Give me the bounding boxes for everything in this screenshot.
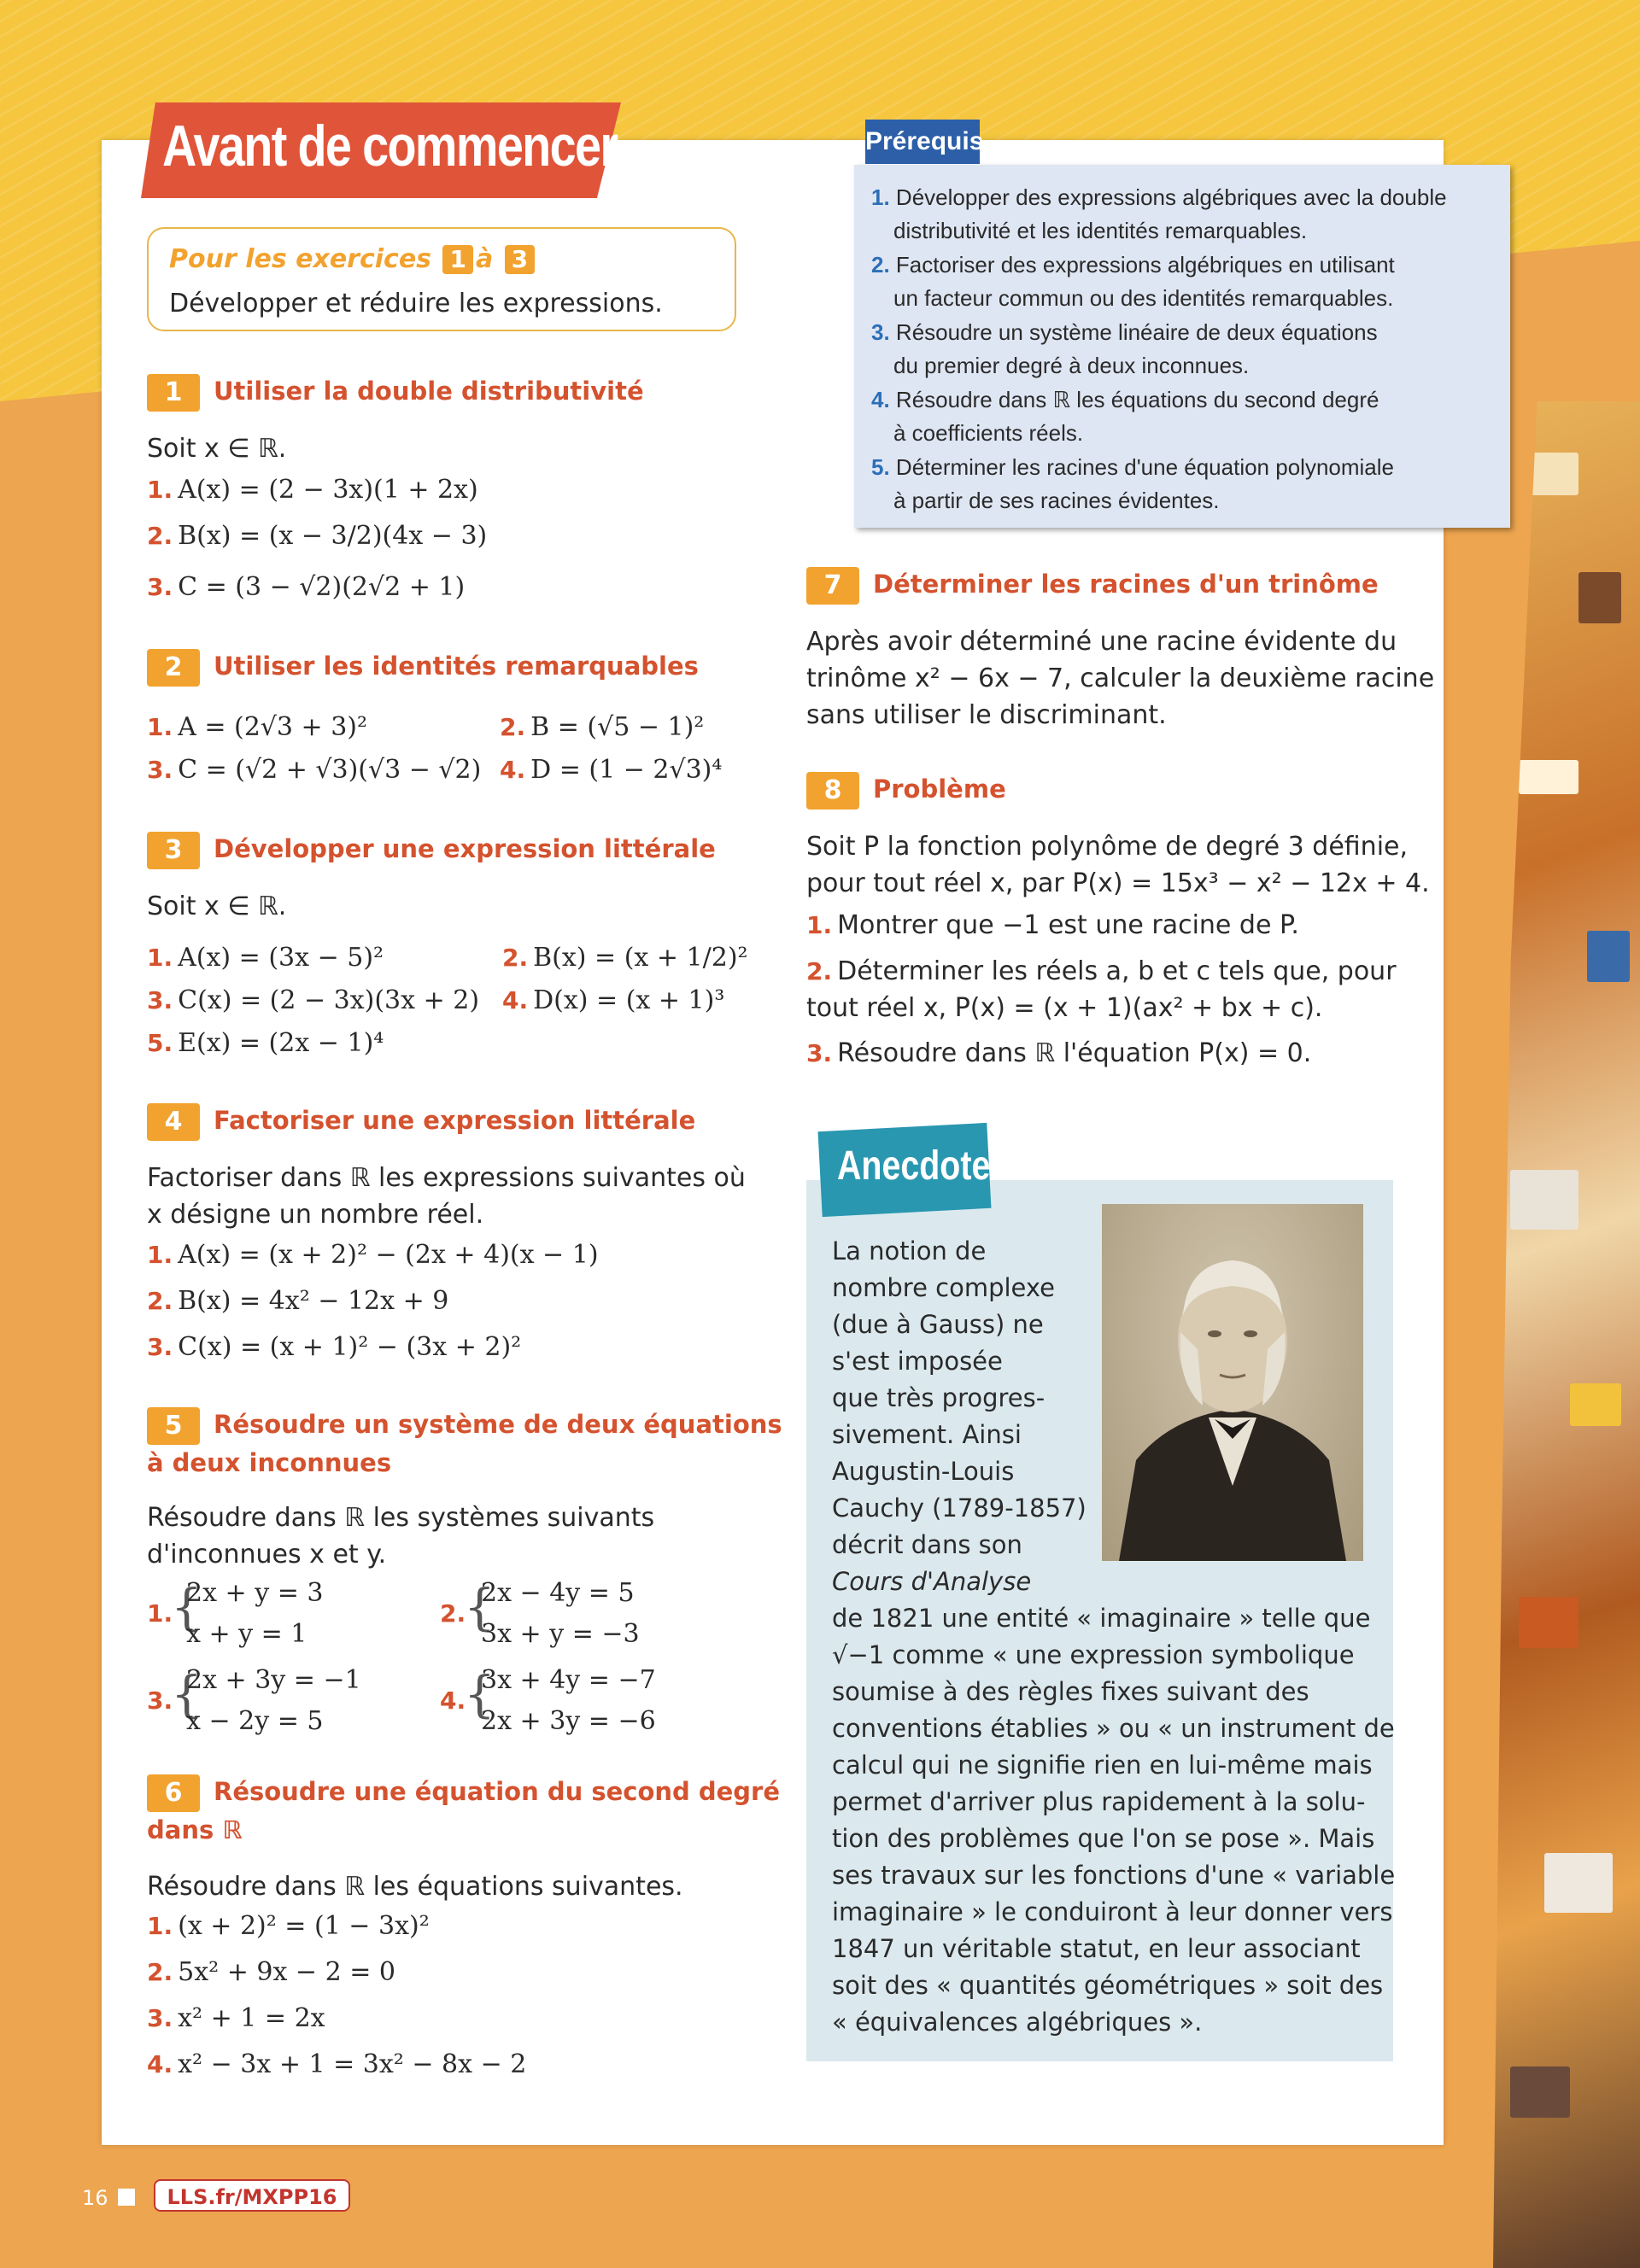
exercise-3-lead: Soit x ∈ ℝ. [147, 891, 287, 921]
exercise-8-text: Soit P la fonction polynôme de degré 3 définie, [806, 832, 1409, 862]
exercise-1-item: 3. C = (3 − √2)(2√2 + 1) [147, 572, 466, 602]
system-brace: { [464, 1665, 495, 1723]
anecdote-line: que très progres- [832, 1383, 1046, 1412]
anecdote-line: nombre complexe [832, 1273, 1055, 1302]
exercise-2-item: 3. C = (√2 + √3)(√3 − √2) [147, 755, 482, 785]
anecdote-line: calcul qui ne signifie rien en lui-même mais [832, 1751, 1373, 1780]
cube [1510, 2066, 1570, 2118]
exercise-3-item: 3. C(x) = (2 − 3x)(3x + 2) [147, 985, 480, 1015]
system-brace: { [171, 1578, 202, 1636]
exercise-3-item: 5. E(x) = (2x − 1)⁴ [147, 1028, 384, 1058]
exercise-6-heading-line2: dans ℝ [147, 1815, 243, 1844]
exercise-5-lead: Résoudre dans ℝ les systèmes suivants [147, 1503, 655, 1533]
prerequisite-item-cont: à partir de ses racines évidentes. [893, 488, 1220, 513]
exercise-6-item: 3. x² + 1 = 2x [147, 2003, 325, 2033]
exercise-8-heading: 8 Problème [806, 772, 1006, 810]
exercise-3-item: 4. D(x) = (x + 1)³ [502, 985, 725, 1015]
anecdote-line: s'est imposée [832, 1347, 1003, 1376]
page-number: 16 [82, 2186, 108, 2210]
anecdote-line: de 1821 une entité « imaginaire » telle que [832, 1604, 1371, 1633]
prerequisite-item: 1. Développer des expressions algébriques avec la double [871, 184, 1447, 210]
portrait-figure [1102, 1204, 1363, 1561]
exercise-5-equation: x + y = 1 [186, 1619, 308, 1649]
exercise-3-item: 1. A(x) = (3x − 5)² [147, 943, 384, 973]
exercise-4-item: 3. C(x) = (x + 1)² − (3x + 2)² [147, 1332, 522, 1362]
exercise-5-lead: d'inconnues x et y. [147, 1540, 387, 1569]
anecdote-title: Anecdote [837, 1143, 991, 1189]
exercise-4-heading: 4 Factoriser une expression littérale [147, 1103, 695, 1141]
cube [1519, 760, 1578, 794]
decorative-cubes-image [1493, 401, 1640, 2268]
cube [1510, 1170, 1578, 1230]
exercise-5-system-number: 3. [147, 1686, 173, 1715]
anecdote-line: (due à Gauss) ne [832, 1310, 1044, 1339]
intro-text: Développer et réduire les expressions. [169, 289, 663, 319]
exercise-4-item: 2. B(x) = 4x² − 12x + 9 [147, 1286, 449, 1316]
exercise-5-system-number: 1. [147, 1599, 173, 1628]
exercise-4-item: 1. A(x) = (x + 2)² − (2x + 4)(x − 1) [147, 1240, 599, 1270]
anecdote-line: tion des problèmes que l'on se pose ». Mais [832, 1824, 1375, 1853]
anecdote-line: 1847 un véritable statut, en leur associant [832, 1934, 1361, 1963]
anecdote-line: La notion de [832, 1236, 987, 1266]
exercise-2-item: 2. B = (√5 − 1)² [500, 712, 705, 742]
prerequisite-item: 3. Résoudre un système linéaire de deux équations [871, 319, 1378, 345]
exercise-1-heading: 1 Utiliser la double distributivité [147, 374, 644, 412]
exercise-3-heading: 3 Développer une expression littérale [147, 832, 716, 869]
exercise-5-equation: 2x + y = 3 [186, 1578, 324, 1608]
system-brace: { [464, 1578, 495, 1636]
anecdote-line: permet d'arriver plus rapidement à la solu- [832, 1787, 1366, 1816]
exercise-2-item: 1. A = (2√3 + 3)² [147, 712, 368, 742]
exercise-6-lead: Résoudre dans ℝ les équations suivantes. [147, 1872, 683, 1902]
exercise-5-equation: 3x + 4y = −7 [481, 1665, 656, 1695]
exercise-8-text: pour tout réel x, par P(x) = 15x³ − x² − 12x + 4. [806, 868, 1430, 898]
exercise-5-heading-line2: à deux inconnues [147, 1448, 392, 1477]
anecdote-line: √−1 comme « une expression symbolique [832, 1640, 1355, 1669]
anecdote-line: ses travaux sur les fonctions d'une « variable [832, 1861, 1396, 1890]
anecdote-line: Cauchy (1789-1857) [832, 1493, 1086, 1523]
anecdote-line: Augustin-Louis [832, 1457, 1015, 1486]
exercise-4-lead: Factoriser dans ℝ les expressions suivantes où [147, 1163, 746, 1193]
page-number-square [118, 2189, 135, 2206]
cube [1544, 1853, 1613, 1913]
exercise-5-equation: 2x + 3y = −6 [481, 1706, 656, 1736]
exercise-3-item: 2. B(x) = (x + 1/2)² [502, 943, 748, 973]
page-title: Avant de commencer [162, 114, 618, 178]
exercise-8-question: 2. Déterminer les réels a, b et c tels que, pour [806, 956, 1397, 986]
exercise-5-equation: 3x + y = −3 [481, 1619, 640, 1649]
exercise-7-text: sans utiliser le discriminant. [806, 700, 1167, 730]
anecdote-line: sivement. Ainsi [832, 1420, 1022, 1449]
exercise-6-item: 4. x² − 3x + 1 = 3x² − 8x − 2 [147, 2049, 527, 2079]
exercise-6-item: 2. 5x² + 9x − 2 = 0 [147, 1957, 395, 1987]
exercise-1-item: 1. A(x) = (2 − 3x)(1 + 2x) [147, 475, 478, 505]
exercise-5-equation: 2x − 4y = 5 [481, 1578, 635, 1608]
exercise-2-item: 4. D = (1 − 2√3)⁴ [500, 755, 723, 785]
resource-link[interactable]: LLS.fr/MXPP16 [154, 2179, 350, 2212]
prerequisite-item-cont: à coefficients réels. [893, 420, 1084, 446]
prerequisite-item-cont: du premier degré à deux inconnues. [893, 353, 1250, 378]
cube [1587, 931, 1630, 982]
cube [1519, 1597, 1578, 1648]
cube [1570, 1383, 1621, 1426]
exercise-8-question: 1. Montrer que −1 est une racine de P. [806, 910, 1299, 940]
prerequisites-tag: Prérequis [865, 120, 980, 164]
anecdote-line: soumise à des règles fixes suivant des [832, 1677, 1309, 1706]
anecdote-line: imaginaire » le conduiront à leur donner vers [832, 1897, 1393, 1926]
exercise-5-equation: 2x + 3y = −1 [186, 1665, 361, 1695]
exercise-8-question-cont: tout réel x, P(x) = (x + 1)(ax² + bx + c). [806, 993, 1323, 1023]
exercise-5-equation: x − 2y = 5 [186, 1706, 324, 1736]
exercise-1-item: 2. B(x) = (x − 3/2)(4x − 3) [147, 521, 488, 551]
anecdote-line: conventions établies » ou « un instrument de [832, 1714, 1395, 1743]
prerequisite-item: 4. Résoudre dans ℝ les équations du second degré [871, 387, 1379, 412]
system-brace: { [171, 1665, 202, 1723]
anecdote-line: « équivalences algébriques ». [832, 2008, 1203, 2037]
exercise-6-heading: 6 Résoudre une équation du second degré [147, 1774, 780, 1812]
exercise-4-lead: x désigne un nombre réel. [147, 1200, 484, 1230]
exercise-8-question: 3. Résoudre dans ℝ l'équation P(x) = 0. [806, 1038, 1312, 1068]
intro-title: Pour les exercices 1 à 3 [169, 244, 537, 274]
cauchy-portrait-photo [1102, 1204, 1363, 1561]
cube [1527, 453, 1578, 495]
exercise-5-system-number: 4. [440, 1686, 466, 1715]
exercise-6-item: 1. (x + 2)² = (1 − 3x)² [147, 1911, 430, 1941]
prerequisite-item: 5. Déterminer les racines d'une équation polynomiale [871, 454, 1394, 480]
exercise-5-heading: 5 Résoudre un système de deux équations [147, 1407, 782, 1445]
anecdote-line: soit des « quantités géométriques » soit des [832, 1971, 1384, 2000]
prerequisite-item-cont: distributivité et les identités remarquables. [893, 218, 1308, 243]
cube [1578, 572, 1621, 623]
prerequisite-item-cont: un facteur commun ou des identités remarquables. [893, 285, 1394, 311]
anecdote-line-book-title: Cours d'Analyse [832, 1567, 1032, 1596]
exercise-7-text: Après avoir déterminé une racine évidente du [806, 627, 1397, 657]
exercise-2-heading: 2 Utiliser les identités remarquables [147, 649, 699, 687]
exercise-7-text: trinôme x² − 6x − 7, calculer la deuxième racine [806, 663, 1435, 693]
prerequisite-item: 2. Factoriser des expressions algébriques en utilisant [871, 252, 1395, 278]
exercise-1-lead: Soit x ∈ ℝ. [147, 434, 287, 464]
anecdote-line: décrit dans son [832, 1530, 1022, 1559]
exercise-5-system-number: 2. [440, 1599, 466, 1628]
exercise-7-heading: 7 Déterminer les racines d'un trinôme [806, 567, 1379, 605]
